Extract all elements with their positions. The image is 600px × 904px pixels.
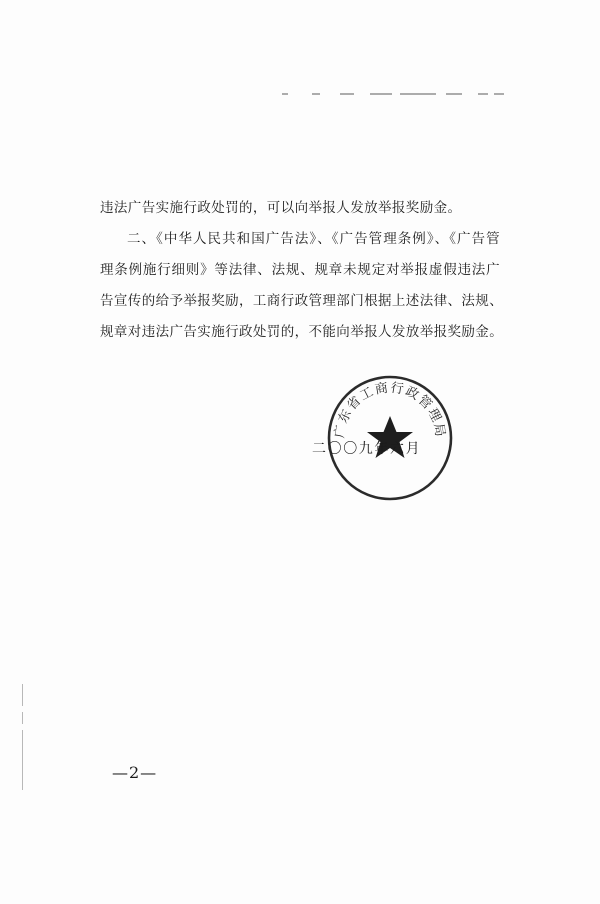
paragraph-1 bbox=[100, 193, 500, 224]
scan-artifact-dashes bbox=[282, 93, 504, 97]
binding-mark bbox=[22, 684, 23, 706]
seal-text: 广东省工商行政管理局 bbox=[332, 380, 448, 440]
document-date: 二〇〇九年六月 bbox=[312, 441, 422, 457]
paragraph-line: 二、《中华人民共和国广告法》、《广告管理条例》、《广告管 bbox=[127, 231, 500, 247]
binding-mark bbox=[22, 712, 23, 724]
paragraph-2 bbox=[100, 224, 504, 348]
paragraph-line: 规章对违法广告实施行政处罚的，不能向举报人发放举报奖励金。 bbox=[100, 324, 504, 340]
paragraph-line: 违法广告实施行政处罚的，可以向举报人发放举报奖励金。 bbox=[100, 200, 462, 216]
binding-mark bbox=[22, 730, 23, 790]
paragraph-line: 告宣传的给予举报奖励，工商行政管理部门根据上述法律、法规、 bbox=[100, 293, 504, 309]
page-number: —2— bbox=[112, 763, 158, 782]
paragraph-line: 理条例施行细则》等法律、法规、规章未规定对举报虚假违法广 bbox=[100, 262, 500, 278]
